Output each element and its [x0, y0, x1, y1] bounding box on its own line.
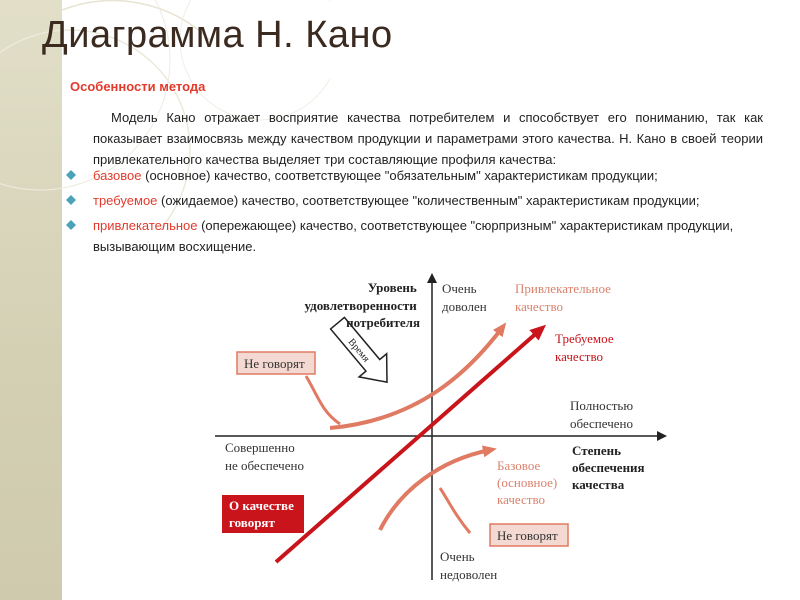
bullet-text: (опережающее) качество, соответствующее "сюрпризным" характеристикам продукции, вызывающим восхищение. — [93, 218, 734, 254]
diamond-bullet-icon — [66, 220, 76, 230]
diamond-bullet-icon — [66, 170, 76, 180]
svg-text:Базовое (основное) кач — [497, 458, 560, 507]
list-item — [66, 190, 766, 211]
x-axis-label-line: качества — [572, 477, 625, 492]
basic-curve — [380, 450, 490, 530]
basic-label-line: качество — [497, 492, 546, 507]
left-label-line: Совершенно — [225, 440, 295, 455]
intro-paragraph: Модель Кано отражает восприятие качества потребителем и способствует его пониманию, так как показывает взаимосвязь между качеством продукции и параметрами этого качества. Н. Кано в своей теории привлекательного качества выделяет три составляющие профиля качества: — [93, 110, 763, 167]
attractive-label-line: качество — [515, 299, 564, 314]
not-said-top-text: Не говорят — [244, 356, 305, 371]
basic-label-line: (основное) — [497, 475, 558, 490]
svg-text:Степень обеспечения ка — [572, 443, 648, 492]
attractive-label-line: Привлекательное — [515, 281, 611, 296]
right-label-line: Полностью — [570, 398, 634, 413]
bullet-term: привлекательное — [93, 218, 198, 233]
top-label-line: доволен — [442, 299, 487, 314]
svg-text:Требуемое качество — [555, 331, 617, 364]
svg-text:Уровень удовлетворенности — [304, 280, 420, 330]
said-text-line: О качестве — [229, 498, 294, 513]
y-axis-label-line: Уровень — [367, 280, 417, 295]
bullet-term: требуемое — [93, 193, 158, 208]
slide-subtitle: Особенности метода — [70, 79, 206, 94]
top-label-line: Очень — [442, 281, 477, 296]
svg-text:Совершенно не обеспечено — [225, 440, 304, 473]
bullet-list — [66, 165, 766, 261]
y-axis-label-line: удовлетворенности — [304, 298, 417, 313]
kano-diagram — [200, 270, 670, 590]
bullet-term: базовое — [93, 168, 142, 183]
time-label: Время — [345, 336, 372, 365]
bottom-label-line: недоволен — [440, 567, 498, 582]
y-axis-label-line: потребителя — [346, 315, 420, 330]
x-axis-label-line: Степень — [572, 443, 621, 458]
slide-title: Диаграмма Н. Кано — [42, 14, 393, 56]
left-label-line: не обеспечено — [225, 458, 304, 473]
not-said-top-pointer — [306, 376, 340, 424]
bottom-label-line: Очень — [440, 549, 475, 564]
diamond-bullet-icon — [66, 195, 76, 205]
svg-text:Очень доволен — [442, 281, 487, 314]
required-label-line: качество — [555, 349, 604, 364]
bullet-text: (ожидаемое) качество, соответствующее "количественным" характеристикам продукции; — [157, 193, 700, 208]
not-said-bottom-pointer — [440, 488, 470, 533]
svg-text:Привлекательное качество — [515, 281, 614, 314]
not-said-bottom-text: Не говорят — [497, 528, 558, 543]
basic-label-line: Базовое — [497, 458, 541, 473]
right-label-line: обеспечено — [570, 416, 633, 431]
bullet-text: (основное) качество, соответствующее "обязательным" характеристикам продукции; — [141, 168, 658, 183]
list-item — [66, 165, 766, 186]
list-item — [66, 215, 766, 257]
x-axis-label-line: обеспечения — [572, 460, 645, 475]
required-label-line: Требуемое — [555, 331, 614, 346]
svg-text:Полностью обеспечено — [570, 398, 636, 431]
svg-text:Очень недоволен — [440, 549, 497, 582]
said-text-line: говорят — [229, 515, 275, 530]
